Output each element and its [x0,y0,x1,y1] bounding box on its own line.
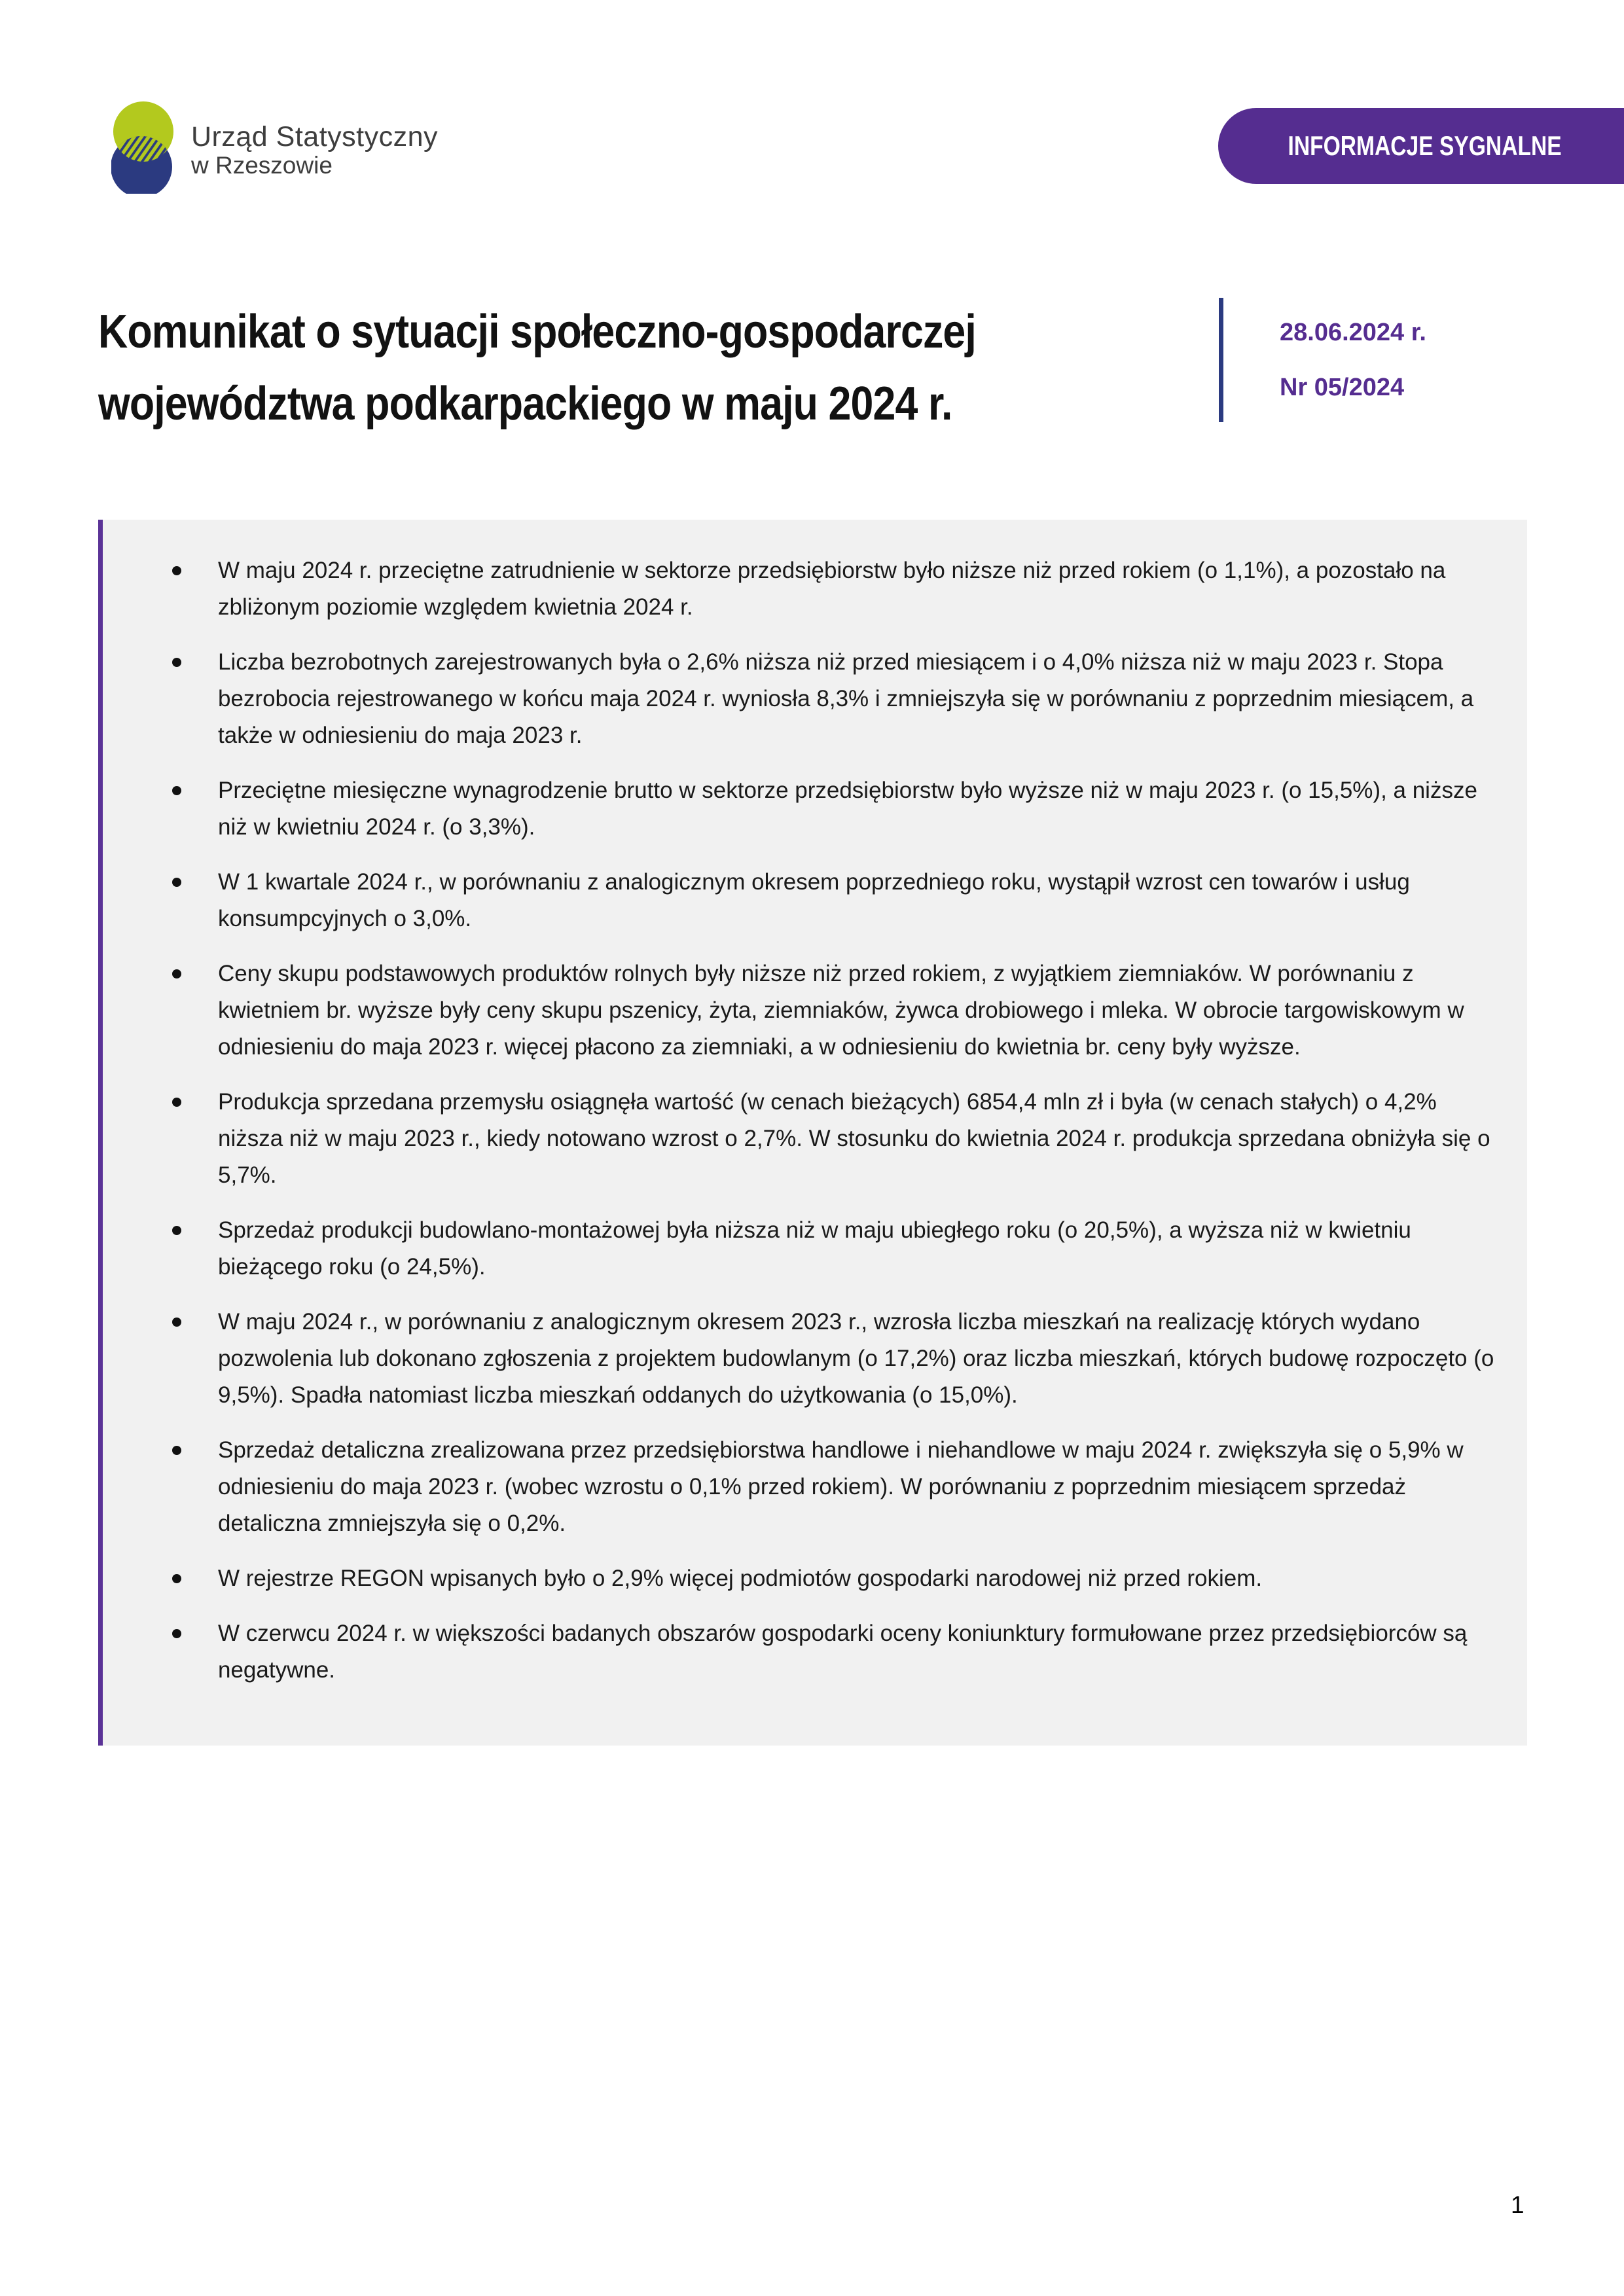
logo-org-name: Urząd Statystyczny [191,121,438,152]
summary-bullet-item [103,644,1500,754]
bullet-dot-icon [172,1629,181,1638]
bullet-dot-icon [172,969,181,978]
statistical-office-logo [111,101,438,194]
summary-bullet-text: Liczba bezrobotnych zarejestrowanych była o 2,6% niższa niż przed miesiącem i o 4,0% niższa niż w maju 2023 r. Stopa bezrobocia rejestrowanego w końcu maja 2024 r. wyniosła 8,3% i zmniejszyła się w porównaniu z poprzednim miesiącem, a także w odniesieniu do maja 2023 r. [218,649,1474,748]
logo-circles-icon [111,101,175,194]
summary-bullet-text: W maju 2024 r. przeciętne zatrudnienie w sektorze przedsiębiorstw było niższe niż przed rokiem (o 1,1%), a pozostało na zbliżonym poziomie względem kwietnia 2024 r. [218,558,1446,620]
summary-bullet-text: Sprzedaż produkcji budowlano-montażowej była niższa niż w maju ubiegłego roku (o 20,5%), a wyższa niż w kwietniu bieżącego roku (o 24,5%). [218,1217,1411,1280]
summary-bullet-item [103,1560,1500,1597]
bullet-dot-icon [172,786,181,795]
summary-bullet-item [103,1084,1500,1194]
bullet-dot-icon [172,1098,181,1107]
bullet-dot-icon [172,878,181,887]
logo-org-location: w Rzeszowie [191,152,333,179]
bullet-dot-icon [172,1446,181,1455]
bullet-dot-icon [172,1318,181,1327]
summary-list [103,552,1500,1689]
summary-box [98,520,1527,1746]
page-title [98,296,1159,440]
page-title-line-2: województwa podkarpackiego w maju 2024 r. [98,378,952,430]
summary-bullet-item [103,1304,1500,1414]
summary-bullet-text: Ceny skupu podstawowych produktów rolnych były niższe niż przed rokiem, z wyjątkiem ziemniaków. W porównaniu z kwietniem br. wyższe były ceny skupu pszenicy, żyta, ziemniaków, żywca drobiowego i mleka. W obrocie targowiskowym w odniesieniu do maja 2023 r. więcej płacono za ziemniaki, a w odniesieniu do kwietnia br. ceny były wyższe. [218,961,1464,1060]
summary-bullet-item [103,1615,1500,1689]
issue-info [1219,298,1426,422]
page-number: 1 [1511,2191,1525,2218]
title-block [98,296,1159,440]
logo-text [191,101,438,179]
page-title-line-1: Komunikat o sytuacji społeczno-gospodarczej [98,306,976,358]
badge-label: INFORMACJE SYGNALNE [1288,130,1562,161]
summary-bullet-text: W maju 2024 r., w porównaniu z analogicznym okresem 2023 r., wzrosła liczba mieszkań na realizację których wydano pozwolenia lub dokonano zgłoszenia z projektem budowlanym (o 17,2%) oraz liczba mieszkań, których budowę rozpoczęto (o 9,5%). Spadła natomiast liczba mieszkań oddanych do użytkowania (o 15,0%). [218,1309,1494,1408]
summary-bullet-item [103,864,1500,937]
summary-bullet-item [103,552,1500,626]
summary-bullet-text: W 1 kwartale 2024 r., w porównaniu z analogicznym okresem poprzedniego roku, wystąpił wzrost cen towarów i usług konsumpcyjnych o 3,0%. [218,869,1410,931]
summary-bullet-text: Przeciętne miesięczne wynagrodzenie brutto w sektorze przedsiębiorstw było wyższe niż w maju 2023 r. (o 15,5%), a niższe niż w kwietniu 2024 r. (o 3,3%). [218,778,1477,840]
summary-bullet-text: Sprzedaż detaliczna zrealizowana przez przedsiębiorstwa handlowe i niehandlowe w maju 2024 r. zwiększyła się o 5,9% w odniesieniu do maja 2023 r. (wobec wzrostu o 0,1% przed rokiem). W porównaniu z poprzednim miesiącem sprzedaż detaliczna zmniejszyła się o 0,2%. [218,1437,1464,1536]
bullet-dot-icon [172,1226,181,1235]
summary-bullet-item [103,772,1500,846]
summary-bullet-text: W rejestrze REGON wpisanych było o 2,9% więcej podmiotów gospodarki narodowej niż przed rokiem. [218,1566,1263,1591]
informacje-sygnalne-badge [1218,108,1624,184]
summary-bullet-item [103,956,1500,1066]
bullet-dot-icon [172,566,181,575]
summary-bullet-text: Produkcja sprzedana przemysłu osiągnęła wartość (w cenach bieżących) 6854,4 mln zł i była (w cenach stałych) o 4,2% niższa niż w maju 2023 r., kiedy notowano wzrost o 2,7%. W stosunku do kwietnia 2024 r. produkcja sprzedana obniżyła się o 5,7%. [218,1089,1490,1188]
issue-number: Nr 05/2024 [1280,374,1405,401]
bullet-dot-icon [172,658,181,667]
publication-date: 28.06.2024 r. [1280,319,1426,346]
summary-bullet-item [103,1432,1500,1542]
summary-bullet-text: W czerwcu 2024 r. w większości badanych obszarów gospodarki oceny koniunktury formułowane przez przedsiębiorców są negatywne. [218,1621,1468,1683]
bullet-dot-icon [172,1574,181,1583]
summary-bullet-item [103,1212,1500,1285]
